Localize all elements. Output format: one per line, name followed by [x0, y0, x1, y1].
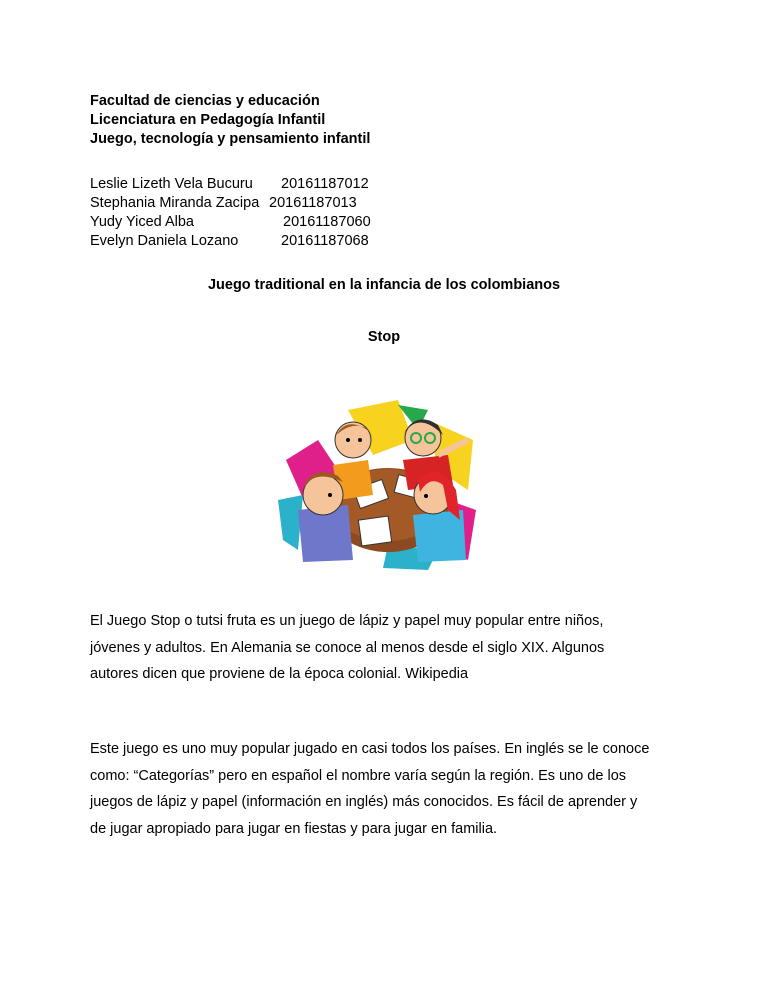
author-name: Yudy Yiced Alba — [90, 214, 194, 230]
author-name: Stephania Miranda Zacipa — [90, 195, 260, 211]
paragraph-line: jóvenes y adultos. En Alemania se conoce al menos desde el siglo XIX. Algunos — [90, 639, 605, 656]
author-name: Evelyn Daniela Lozano — [90, 233, 239, 249]
paragraph-line: de jugar apropiado para jugar en fiestas y para jugar en familia. — [90, 820, 498, 837]
paragraph-line: El Juego Stop o tutsi fruta es un juego de lápiz y papel muy popular entre niños, — [90, 613, 604, 629]
title-text: Juego traditional en la infancia de los colombianos — [207, 277, 561, 293]
author-row — [90, 213, 410, 232]
paragraph-line: juegos de lápiz y papel (información en inglés) más conocidos. Es fácil de aprender y — [90, 794, 638, 810]
author-row — [90, 232, 410, 251]
author-code: 20161187068 — [281, 233, 369, 249]
children-playing-illustration — [278, 400, 476, 570]
course-line: Juego, tecnología y pensamiento infantil — [90, 131, 371, 147]
document-subtitle: Stop — [367, 329, 401, 345]
author-row — [90, 194, 410, 213]
authors-list — [90, 175, 410, 251]
author-name: Leslie Lizeth Vela Bucuru — [90, 176, 253, 192]
paragraph-intro — [90, 608, 710, 688]
paragraph-line: Este juego es uno muy popular jugado en casi todos los países. En inglés se le conoce — [90, 741, 650, 757]
faculty-line: Facultad de ciencias y educación — [90, 93, 320, 109]
paragraph-line: autores dicen que proviene de la época colonial. Wikipedia — [90, 666, 469, 682]
author-code: 20161187013 — [269, 195, 357, 211]
author-code: 20161187060 — [283, 214, 371, 230]
program-line: Licenciatura en Pedagogía Infantil — [90, 112, 326, 128]
author-code: 20161187012 — [281, 176, 369, 192]
author-row — [90, 175, 410, 194]
document-title — [0, 277, 768, 293]
paragraph-line: como: “Categorías” pero en español el nombre varía según la región. Es uno de los — [90, 767, 627, 784]
paragraph-description — [90, 736, 710, 842]
document-header — [90, 92, 370, 149]
